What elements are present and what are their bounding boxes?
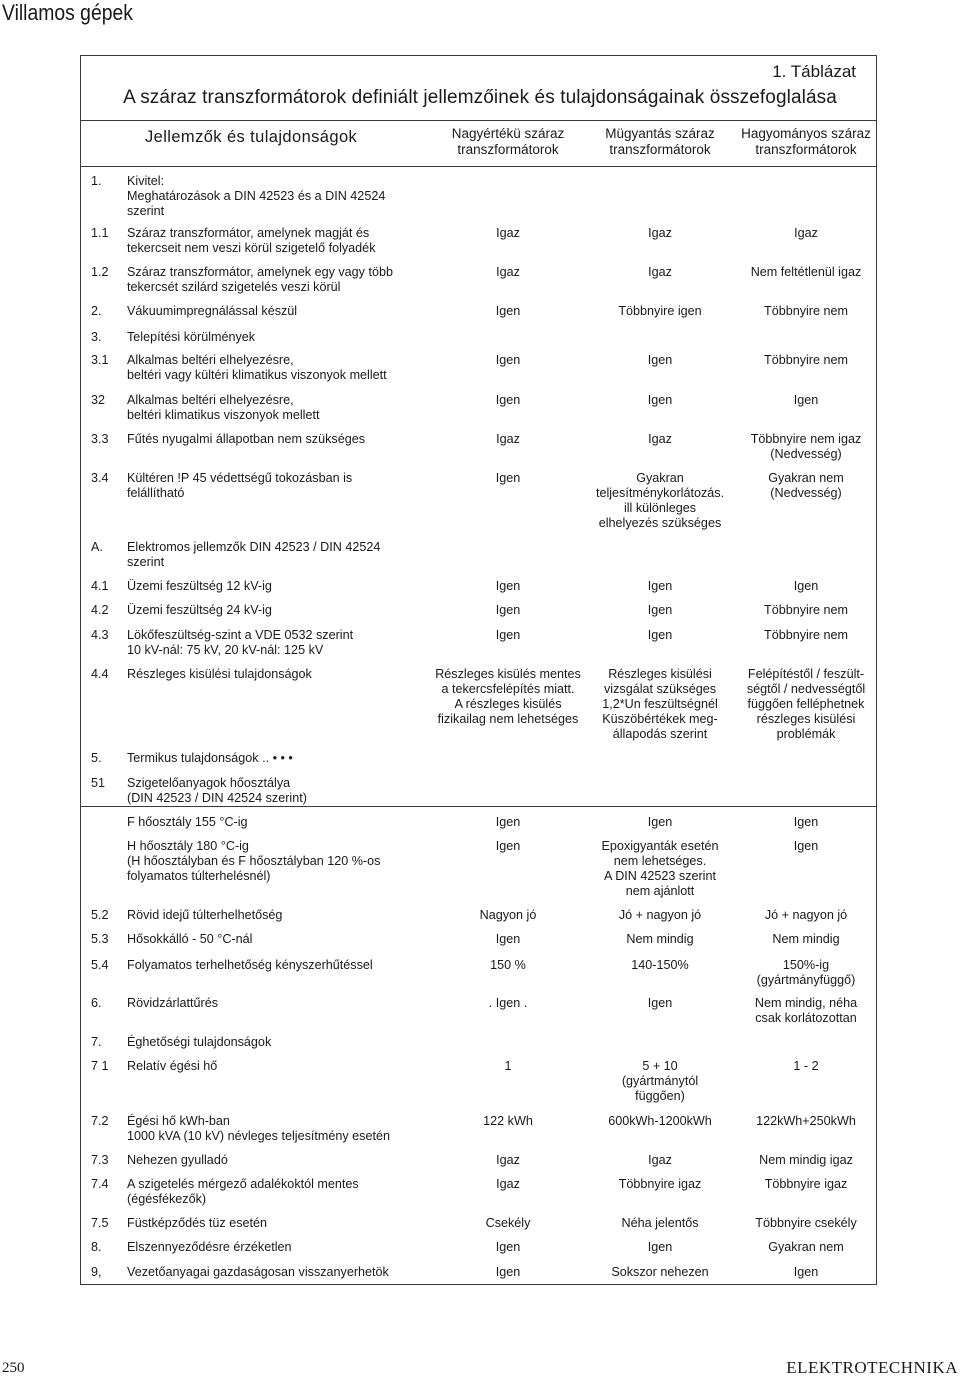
cell-line: ill különleges <box>623 501 697 515</box>
cell-high-value <box>428 815 588 830</box>
cell-line: 1000 kVA (10 kV) névleges teljesítmény esetén <box>127 1129 390 1143</box>
cell-line: Igen <box>495 304 521 318</box>
cell-high-value <box>428 996 588 1011</box>
row-number: 4.1 <box>91 579 109 593</box>
cell-resin <box>582 1059 738 1104</box>
cell-traditional <box>726 628 886 643</box>
cell-line: Igen <box>495 932 521 946</box>
cell-line: Igaz <box>794 226 818 240</box>
cell-line: (Nedvesség) <box>770 447 842 461</box>
cell-traditional <box>726 1265 886 1280</box>
cell-high-value <box>428 1153 588 1168</box>
cell-line: Hősokkálló - 50 °C-nál <box>127 932 253 946</box>
cell-traditional <box>726 908 886 923</box>
cell-line: teljesítménykorlátozás. <box>595 486 725 500</box>
row-description <box>127 1059 427 1074</box>
cell-high-value <box>428 1240 588 1255</box>
cell-line: Égési hő kWh-ban <box>127 1114 230 1128</box>
cell-resin <box>582 1177 738 1192</box>
cell-line: Nem mindig igaz <box>759 1153 853 1167</box>
cell-high-value <box>428 353 588 368</box>
row-number: 3.4 <box>91 471 109 485</box>
cell-line: Nem feltétlenül igaz <box>750 265 862 279</box>
cell-high-value <box>428 1114 588 1129</box>
cell-line: Gyakran <box>636 471 684 485</box>
cell-line: Igen <box>647 996 673 1010</box>
cell-line: Kültéren !P 45 védettségű tokozásban is <box>127 471 353 485</box>
cell-line: Fűtés nyugalmi állapotban nem szükséges <box>127 432 366 446</box>
cell-resin <box>582 996 738 1011</box>
row-description <box>127 1035 427 1050</box>
cell-high-value <box>428 1177 588 1192</box>
cell-line: Többnyire nem <box>764 628 848 642</box>
cell-line: ségtől / nedvességtől <box>746 682 866 696</box>
cell-line: Elektromos jellemzők DIN 42523 / DIN 42524 <box>127 540 381 554</box>
cell-line: folyamatos túlterhelésnél) <box>127 869 271 883</box>
cell-line: Igen <box>647 353 673 367</box>
cell-line: vizsgálat szükséges <box>604 682 716 696</box>
cell-line: Meghatározások a DIN 42523 és a DIN 42524 <box>127 189 386 203</box>
cell-line: (égésfékezők) <box>127 1192 207 1206</box>
cell-line: Nem mindig <box>772 932 840 946</box>
cell-line: Vezetőanyagai gazdaságosan visszanyerhetök <box>127 1265 389 1279</box>
cell-line: Relatív égési hő <box>127 1059 218 1073</box>
cell-resin <box>582 579 738 594</box>
cell-line: Részleges kisülés mentes <box>435 667 581 681</box>
row-number: 1.2 <box>91 265 109 279</box>
cell-line: Többnyire csekély <box>755 1216 857 1230</box>
cell-traditional <box>726 996 886 1026</box>
row-number: 6. <box>91 996 102 1010</box>
cell-line: Igen <box>793 815 819 829</box>
cell-line: Lökőfeszültség-szint a VDE 0532 szerint <box>127 628 354 642</box>
cell-line: Füstképződés tüz esetén <box>127 1216 268 1230</box>
cell-line: Igaz <box>648 265 672 279</box>
cell-line: 10 kV-nál: 75 kV, 20 kV-nál: 125 kV <box>127 643 324 657</box>
cell-resin <box>582 265 738 280</box>
cell-traditional <box>726 958 886 988</box>
cell-line: problémák <box>776 727 836 741</box>
cell-high-value <box>428 958 588 973</box>
cell-line: Igaz <box>496 265 520 279</box>
cell-line: Néha jelentős <box>621 1216 699 1230</box>
cell-traditional <box>726 579 886 594</box>
cell-resin <box>582 628 738 643</box>
cell-traditional <box>726 815 886 830</box>
row-description <box>127 353 427 383</box>
cell-high-value <box>428 1265 588 1280</box>
cell-line: Elszennyeződésre érzéketlen <box>127 1240 292 1254</box>
table-divider-hoosztaly <box>80 806 877 807</box>
row-description <box>127 226 427 256</box>
cell-line: Epoxigyanták esetén <box>601 839 719 853</box>
row-description <box>127 330 427 345</box>
cell-line: Igen <box>647 628 673 642</box>
cell-traditional <box>726 1153 886 1168</box>
column-header-traditional <box>726 126 886 158</box>
cell-resin <box>582 839 738 899</box>
row-description <box>127 996 427 1011</box>
table-title: A száraz transzformátorok definiált jellemzőinek és tulajdonságainak összefoglalása <box>123 87 837 108</box>
cell-line: Igen <box>495 471 521 485</box>
cell-line: Igen <box>793 579 819 593</box>
cell-line: Igen <box>647 603 673 617</box>
cell-line: Igen <box>495 603 521 617</box>
row-number: 7.2 <box>91 1114 109 1128</box>
cell-line: (DIN 42523 / DIN 42524 szerint) <box>127 791 307 805</box>
cell-line: Kivitel: <box>127 174 165 188</box>
row-number: 9, <box>91 1265 102 1279</box>
cell-line: Többnyire nem igaz <box>750 432 862 446</box>
cell-high-value <box>428 226 588 241</box>
cell-line: Száraz transzformátor, amelynek magját és <box>127 226 370 240</box>
cell-high-value <box>428 603 588 618</box>
cell-resin <box>582 353 738 368</box>
row-description <box>127 1265 427 1280</box>
column-header-line: Hagyományos száraz <box>741 126 871 141</box>
cell-line: . Igen . <box>488 996 528 1010</box>
cell-line: 122kWh+250kWh <box>756 1114 856 1128</box>
row-description <box>127 1153 427 1168</box>
cell-line: Igen <box>495 393 521 407</box>
cell-high-value <box>428 265 588 280</box>
page-header-title: Villamos gépek <box>2 0 133 25</box>
column-header-line: transzformátorok <box>457 142 559 157</box>
row-description <box>127 393 427 423</box>
cell-line: Üzemi feszültség 12 kV-ig <box>127 579 272 593</box>
cell-line: Igen <box>495 353 521 367</box>
cell-line: Többnyire igen <box>618 304 702 318</box>
row-description <box>127 174 427 219</box>
cell-line: Termikus tulajdonságok .. • • • <box>127 751 293 765</box>
cell-resin <box>582 958 738 973</box>
cell-line: Igen <box>647 1240 673 1254</box>
cell-line: állapodás szerint <box>612 727 708 741</box>
cell-traditional <box>726 1240 886 1255</box>
cell-line: Igaz <box>648 1153 672 1167</box>
cell-line: 1 - 2 <box>793 1059 819 1073</box>
row-number: A. <box>91 540 103 554</box>
cell-line: Igaz <box>496 432 520 446</box>
cell-line: függően felléphetnek <box>747 697 865 711</box>
row-description <box>127 776 427 806</box>
row-description <box>127 1114 427 1144</box>
cell-line: Többnyire nem <box>764 353 848 367</box>
cell-line: Felépítéstől / feszült- <box>747 667 865 681</box>
cell-resin <box>582 393 738 408</box>
row-description <box>127 471 427 501</box>
cell-high-value <box>428 393 588 408</box>
cell-line: Igen <box>793 1265 819 1279</box>
cell-resin <box>582 1240 738 1255</box>
cell-line: Küszöbértékek meg- <box>602 712 718 726</box>
cell-line: Éghetőségi tulajdonságok <box>127 1035 272 1049</box>
row-description <box>127 667 427 682</box>
cell-resin <box>582 1216 738 1231</box>
row-description <box>127 932 427 947</box>
cell-line: 600kWh-1200kWh <box>608 1114 712 1128</box>
cell-traditional <box>726 304 886 319</box>
cell-high-value <box>428 932 588 947</box>
cell-line: (Nedvesség) <box>770 486 842 500</box>
table-divider-header <box>80 166 877 167</box>
cell-line: tekercseit nem veszi körül szigetelő folyadék <box>127 241 376 255</box>
row-number: 3. <box>91 330 102 344</box>
cell-high-value <box>428 839 588 854</box>
cell-resin <box>582 304 738 319</box>
cell-line: Nagyon jó <box>479 908 537 922</box>
cell-line: Nem mindig, néha <box>754 996 858 1010</box>
cell-line: szerint <box>127 555 165 569</box>
cell-resin <box>582 667 738 742</box>
row-number: 7 1 <box>91 1059 109 1073</box>
row-number: 3.1 <box>91 353 109 367</box>
cell-line: A DIN 42523 szerint <box>603 869 716 883</box>
cell-high-value <box>428 471 588 486</box>
cell-resin <box>582 603 738 618</box>
row-number: 4.4 <box>91 667 109 681</box>
row-number: 7. <box>91 1035 102 1049</box>
cell-traditional <box>726 1114 886 1129</box>
cell-line: Nehezen gyulladó <box>127 1153 228 1167</box>
cell-line: Igen <box>793 839 819 853</box>
row-number: 5. <box>91 751 102 765</box>
cell-line: Részleges kisülési tulajdonságok <box>127 667 312 681</box>
cell-line: Rövidzárlattűrés <box>127 996 218 1010</box>
cell-line: Igaz <box>496 1153 520 1167</box>
cell-line: a tekercsfelépítés miatt. <box>441 682 575 696</box>
column-header-high-value <box>428 126 588 158</box>
cell-line: Jó + nagyon jó <box>764 908 848 922</box>
cell-line: Igaz <box>496 226 520 240</box>
cell-resin <box>582 908 738 923</box>
cell-line: nem lehetséges. <box>613 854 707 868</box>
cell-high-value <box>428 304 588 319</box>
cell-line: szerint <box>127 204 165 218</box>
cell-line: Telepítési körülmények <box>127 330 256 344</box>
cell-resin <box>582 932 738 947</box>
cell-high-value <box>428 1059 588 1074</box>
cell-resin <box>582 226 738 241</box>
row-number: 5.2 <box>91 908 109 922</box>
column-header-line: transzformátorok <box>609 142 711 157</box>
row-number: 4.2 <box>91 603 109 617</box>
cell-line: Igen <box>647 815 673 829</box>
cell-high-value <box>428 628 588 643</box>
cell-line: Többnyire igaz <box>764 1177 848 1191</box>
cell-traditional <box>726 432 886 462</box>
row-description <box>127 603 427 618</box>
cell-traditional <box>726 1059 886 1074</box>
row-number: 3.3 <box>91 432 109 446</box>
cell-line: Száraz transzformátor, amelynek egy vagy több <box>127 265 393 279</box>
row-number: 51 <box>91 776 106 790</box>
cell-line: Részleges kisülési <box>608 667 712 681</box>
row-description <box>127 579 427 594</box>
column-header-line: Nagyértékü száraz <box>451 126 565 141</box>
cell-line: Igaz <box>648 226 672 240</box>
cell-line: 122 kWh <box>483 1114 533 1128</box>
cell-line: beltéri vagy kültéri klimatikus viszonyok mellett <box>127 368 387 382</box>
cell-traditional <box>726 471 886 501</box>
cell-traditional <box>726 667 886 742</box>
cell-line: Többnyire nem <box>764 603 848 617</box>
page-number: 250 <box>2 1360 25 1376</box>
cell-line: Igen <box>495 815 521 829</box>
cell-resin <box>582 432 738 447</box>
cell-line: Gyakran nem <box>768 471 844 485</box>
cell-line: 140-150% <box>631 958 689 972</box>
cell-line: Rövid idejű túlterhelhetőség <box>127 908 283 922</box>
cell-line: Igen <box>793 393 819 407</box>
cell-high-value <box>428 908 588 923</box>
cell-line: Igen <box>495 579 521 593</box>
cell-line: fizikailag nem lehetséges <box>437 712 579 726</box>
cell-line: Igaz <box>496 1177 520 1191</box>
cell-traditional <box>726 932 886 947</box>
row-description <box>127 265 427 295</box>
cell-traditional <box>726 393 886 408</box>
cell-line: Szigetelőanyagok hőosztálya <box>127 776 291 790</box>
row-description <box>127 432 427 447</box>
cell-line: részleges kisülési <box>756 712 856 726</box>
row-number: 4.3 <box>91 628 109 642</box>
table-divider-top <box>80 120 877 121</box>
cell-line: (H hőosztályban és F hőosztályban 120 %-os <box>127 854 381 868</box>
cell-line: 1,2*Un feszültségnél <box>602 697 718 711</box>
cell-line: Igen <box>495 1265 521 1279</box>
cell-line: Alkalmas beltéri elhelyezésre, <box>127 393 294 407</box>
cell-traditional <box>726 226 886 241</box>
row-description <box>127 815 427 830</box>
cell-line: Többnyire igaz <box>618 1177 702 1191</box>
cell-line: Sokszor nehezen <box>611 1265 709 1279</box>
cell-resin <box>582 1114 738 1129</box>
row-description <box>127 751 427 766</box>
cell-line: Igaz <box>648 432 672 446</box>
column-header-properties: Jellemzők és tulajdonságok <box>145 128 358 146</box>
row-number: 7.5 <box>91 1216 109 1230</box>
cell-line: függően) <box>635 1089 685 1103</box>
cell-line: Jó + nagyon jó <box>618 908 702 922</box>
cell-high-value <box>428 667 588 727</box>
cell-line: tekercsét szilárd szigetelés veszi körül <box>127 280 341 294</box>
cell-resin <box>582 471 738 531</box>
cell-high-value <box>428 1216 588 1231</box>
cell-line: Alkalmas beltéri elhelyezésre, <box>127 353 294 367</box>
cell-line: Igen <box>647 393 673 407</box>
cell-line: Üzemi feszültség 24 kV-ig <box>127 603 272 617</box>
row-number: 1.1 <box>91 226 109 240</box>
cell-line: nem ajánlott <box>625 884 695 898</box>
row-description <box>127 1216 427 1231</box>
row-number: 5.4 <box>91 958 109 972</box>
cell-line: Folyamatos terhelhetőség kényszerhűtéssel <box>127 958 373 972</box>
cell-line: F hőosztály 155 °C-ig <box>127 815 248 829</box>
row-description <box>127 908 427 923</box>
cell-line: H hőosztály 180 °C-ig <box>127 839 249 853</box>
row-description <box>127 628 427 658</box>
cell-line: 150 % <box>490 958 526 972</box>
cell-line: elhelyezés szükséges <box>598 516 722 530</box>
cell-line: Igen <box>647 579 673 593</box>
row-description <box>127 1177 427 1207</box>
row-number: 2. <box>91 304 102 318</box>
cell-high-value <box>428 579 588 594</box>
row-number: 7.3 <box>91 1153 109 1167</box>
table-label: 1. Táblázat <box>772 62 856 81</box>
row-number: 32 <box>91 393 106 407</box>
cell-line: Gyakran nem <box>768 1240 844 1254</box>
row-number: 1. <box>91 174 102 188</box>
cell-traditional <box>726 353 886 368</box>
cell-line: Vákuumimpregnálással készül <box>127 304 298 318</box>
cell-line: felállítható <box>127 486 185 500</box>
row-number: 7.4 <box>91 1177 109 1191</box>
cell-traditional <box>726 839 886 854</box>
footer-brand: ELEKTROTECHNIKA <box>786 1358 958 1377</box>
cell-line: 1 <box>504 1059 512 1073</box>
cell-traditional <box>726 1216 886 1231</box>
cell-line: (gyártmánytól <box>621 1074 699 1088</box>
cell-resin <box>582 1153 738 1168</box>
cell-line: csak korlátozottan <box>755 1011 857 1025</box>
cell-traditional <box>726 603 886 618</box>
row-number: 8. <box>91 1240 102 1254</box>
cell-traditional <box>726 265 886 280</box>
cell-line: Nem mindig <box>626 932 694 946</box>
cell-high-value <box>428 432 588 447</box>
row-description <box>127 304 427 319</box>
cell-traditional <box>726 1177 886 1192</box>
cell-resin <box>582 1265 738 1280</box>
column-header-line: Mügyantás száraz <box>605 126 715 141</box>
cell-line: Csekély <box>485 1216 531 1230</box>
cell-line: Igen <box>495 839 521 853</box>
row-description <box>127 958 427 973</box>
cell-line: Többnyire nem <box>764 304 848 318</box>
column-header-resin <box>582 126 738 158</box>
cell-line: beltéri klimatikus viszonyok mellett <box>127 408 320 422</box>
cell-line: 5 + 10 <box>642 1059 678 1073</box>
row-description <box>127 540 427 570</box>
row-number: 5.3 <box>91 932 109 946</box>
row-description <box>127 839 427 884</box>
row-description <box>127 1240 427 1255</box>
cell-resin <box>582 815 738 830</box>
cell-line: (gyártmányfüggő) <box>756 973 856 987</box>
column-header-line: transzformátorok <box>755 142 857 157</box>
cell-line: A szigetelés mérgező adalékoktól mentes <box>127 1177 359 1191</box>
cell-line: A részleges kisülés <box>454 697 562 711</box>
cell-line: Igen <box>495 1240 521 1254</box>
cell-line: 150%-ig <box>782 958 830 972</box>
cell-line: Igen <box>495 628 521 642</box>
